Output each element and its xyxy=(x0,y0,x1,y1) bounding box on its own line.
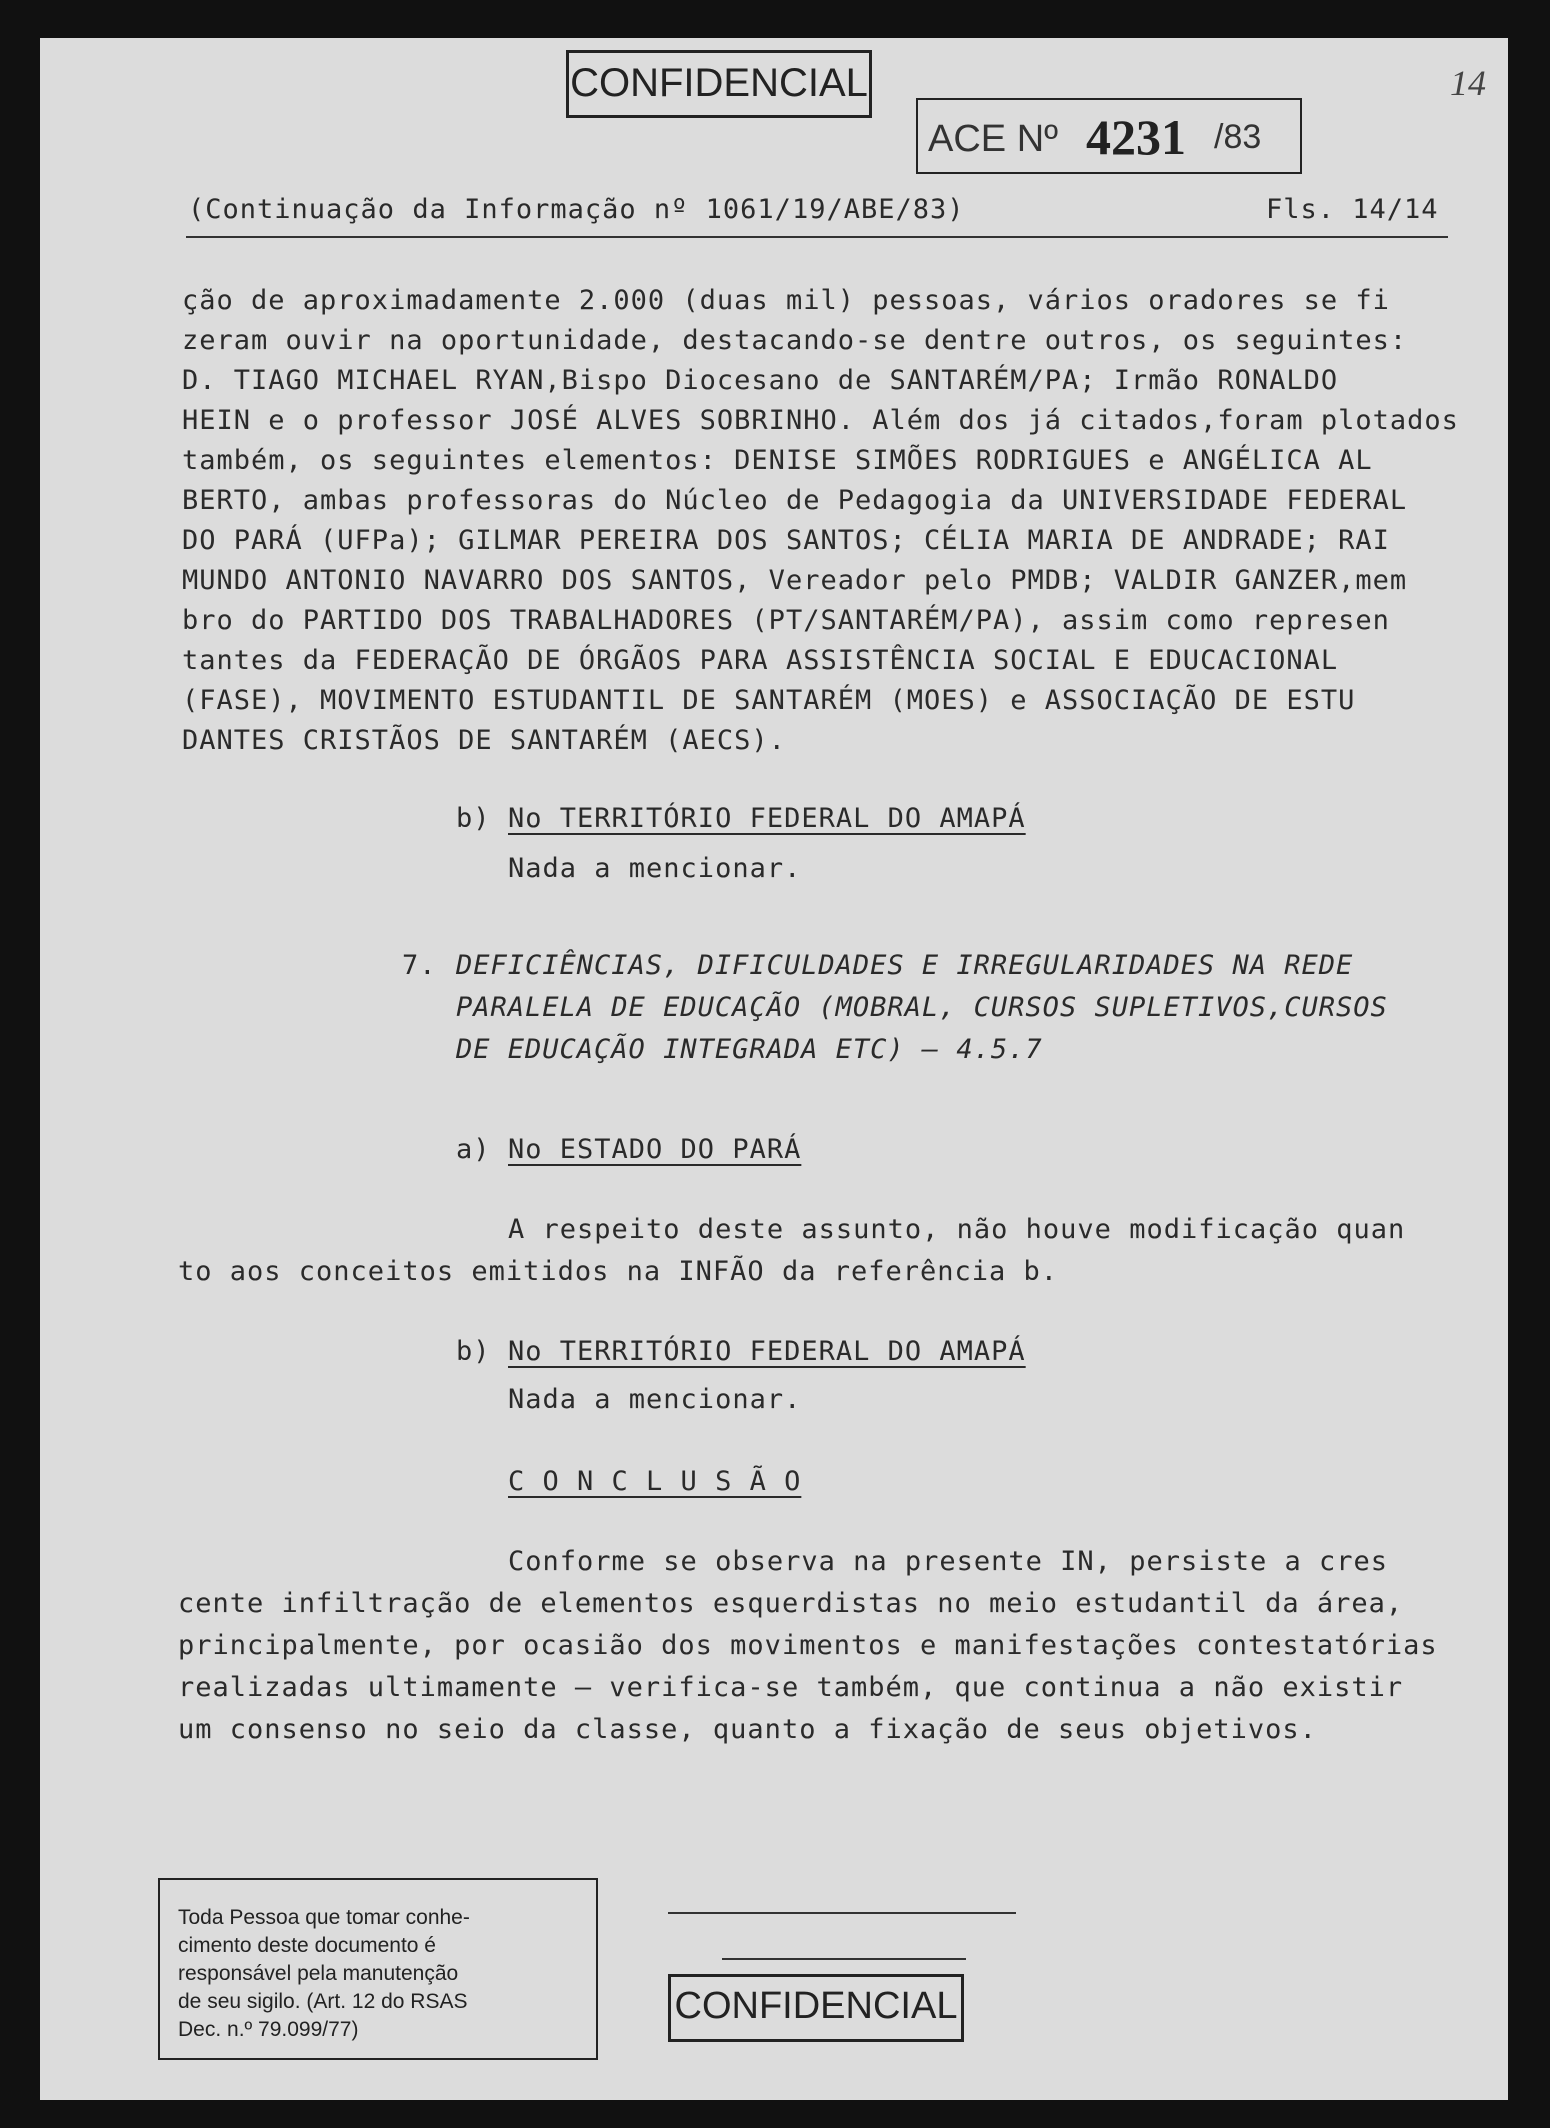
page-mark: 14 xyxy=(1450,63,1486,103)
section-a-line: A respeito deste assunto, não houve modificação quan xyxy=(508,1214,1406,1245)
item-7-line: DE EDUCAÇÃO INTEGRADA ETC) — 4.5.7 xyxy=(456,1034,1043,1065)
notice-line: cimento deste documento é xyxy=(178,1934,436,1957)
ace-year: /83 xyxy=(1214,118,1262,156)
ace-stamp xyxy=(916,98,1302,174)
header-rule xyxy=(186,236,1448,238)
text-line: tantes da FEDERAÇÃO DE ÓRGÃOS PARA ASSISTÊNCIA SOCIAL E EDUCACIONAL xyxy=(182,645,1339,676)
section-b2-label: b) xyxy=(456,1336,491,1367)
notice-line: responsável pela manutenção xyxy=(178,1962,459,1985)
section-b1-label: b) xyxy=(456,803,491,834)
text-line: BERTO, ambas professoras do Núcleo de Pedagogia da UNIVERSIDADE FEDERAL xyxy=(182,485,1408,516)
text-line: HEIN e o professor JOSÉ ALVES SOBRINHO. Além dos já citados,foram plotados xyxy=(182,405,1459,436)
sheet-number: Fls. 14/14 xyxy=(1266,194,1439,225)
section-a-title: No ESTADO DO PARÁ xyxy=(508,1134,802,1165)
conclusion-title: C O N C L U S Ã O xyxy=(508,1466,802,1497)
section-b2-title: No TERRITÓRIO FEDERAL DO AMAPÁ xyxy=(508,1336,1026,1367)
ace-number: 4231 xyxy=(1086,109,1186,165)
top-confidential-label: CONFIDENCIAL xyxy=(570,61,868,105)
text-line: Conforme se observa na presente IN, persiste a cres xyxy=(508,1546,1389,1577)
text-line: (FASE), MOVIMENTO ESTUDANTIL DE SANTARÉM (MOES) e ASSOCIAÇÃO DE ESTU xyxy=(182,685,1356,716)
text-line: bro do PARTIDO DOS TRABALHADORES (PT/SANTARÉM/PA), assim como represen xyxy=(182,605,1390,636)
ace-prefix: ACE Nº xyxy=(928,118,1059,160)
secrecy-notice-box xyxy=(158,1878,598,2060)
section-b2-text: Nada a mencionar. xyxy=(508,1384,802,1415)
text-line: ção de aproximadamente 2.000 (duas mil) pessoas, vários oradores se fi xyxy=(182,285,1390,316)
text-line: DANTES CRISTÃOS DE SANTARÉM (AECS). xyxy=(182,725,786,756)
text-line: MUNDO ANTONIO NAVARRO DOS SANTOS, Vereador pelo PMDB; VALDIR GANZER,mem xyxy=(182,565,1408,596)
notice-line: Dec. n.º 79.099/77) xyxy=(178,2018,359,2041)
item-7-number: 7. xyxy=(402,950,437,981)
signature-line xyxy=(722,1958,966,1960)
section-b1-title: No TERRITÓRIO FEDERAL DO AMAPÁ xyxy=(508,803,1026,834)
text-line: também, os seguintes elementos: DENISE SIMÕES RODRIGUES e ANGÉLICA AL xyxy=(182,445,1373,476)
notice-line: de seu sigilo. (Art. 12 do RSAS xyxy=(178,1990,468,2013)
signature-line xyxy=(668,1912,1016,1914)
section-a-label: a) xyxy=(456,1134,491,1165)
text-line: DO PARÁ (UFPa); GILMAR PEREIRA DOS SANTOS; CÉLIA MARIA DE ANDRADE; RAI xyxy=(182,525,1390,556)
top-confidential-stamp xyxy=(566,50,872,118)
notice-line: Toda Pessoa que tomar conhe- xyxy=(178,1906,470,1929)
item-7-line: PARALELA DE EDUCAÇÃO (MOBRAL, CURSOS SUPLETIVOS,CURSOS xyxy=(456,992,1388,1023)
section-b1-text: Nada a mencionar. xyxy=(508,853,802,884)
bottom-confidential-stamp xyxy=(668,1974,964,2042)
text-line: D. TIAGO MICHAEL RYAN,Bispo Diocesano de SANTARÉM/PA; Irmão RONALDO xyxy=(182,365,1339,396)
document-page xyxy=(40,38,1508,2100)
text-line: principalmente, por ocasião dos movimentos e manifestações contestatórias xyxy=(178,1630,1438,1661)
item-7-line: DEFICIÊNCIAS, DIFICULDADES E IRREGULARIDADES NA REDE xyxy=(456,950,1354,981)
bottom-confidential-label: CONFIDENCIAL xyxy=(674,1985,958,2027)
section-a-line: to aos conceitos emitidos na INFÃO da referência b. xyxy=(178,1256,1059,1287)
text-line: realizadas ultimamente — verifica-se também, que continua a não existir xyxy=(178,1672,1404,1703)
continuation-header: (Continuação da Informação nº 1061/19/ABE/83) xyxy=(188,194,965,225)
text-line: zeram ouvir na oportunidade, destacando-se dentre outros, os seguintes: xyxy=(182,325,1408,356)
text-line: cente infiltração de elementos esquerdistas no meio estudantil da área, xyxy=(178,1588,1404,1619)
text-line: um consenso no seio da classe, quanto a fixação de seus objetivos. xyxy=(178,1714,1317,1745)
